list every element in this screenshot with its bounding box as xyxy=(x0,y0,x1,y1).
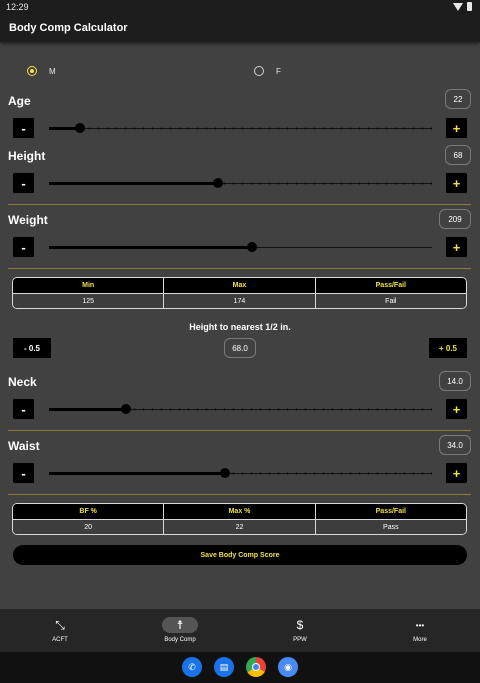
table-row xyxy=(13,293,466,308)
waist-label: Waist xyxy=(8,439,40,453)
age-plus-button[interactable]: + xyxy=(446,118,467,138)
nav-label-more: More xyxy=(413,637,427,643)
weight-slider-thumb[interactable] xyxy=(247,242,257,252)
divider xyxy=(8,268,471,269)
wifi-icon xyxy=(453,3,463,11)
status-icons xyxy=(453,2,472,11)
height-slider[interactable] xyxy=(49,183,432,184)
neck-plus-button[interactable]: + xyxy=(446,399,467,419)
height-value: 68 xyxy=(445,145,471,165)
waist-slider[interactable] xyxy=(49,473,432,474)
table-header-pass-fail: Pass/Fail xyxy=(315,504,466,519)
age-label: Age xyxy=(8,94,31,108)
weight-minus-button[interactable]: - xyxy=(13,237,34,257)
table-header-max-pct: Max % xyxy=(163,504,314,519)
height-slider-thumb[interactable] xyxy=(213,178,223,188)
age-minus-button[interactable]: - xyxy=(13,118,34,138)
radio-female[interactable] xyxy=(254,66,281,76)
neck-label: Neck xyxy=(8,375,37,389)
table-header-pass-fail: Pass/Fail xyxy=(315,278,466,293)
nav-item-body-comp[interactable] xyxy=(130,609,230,652)
table-header-row xyxy=(13,278,466,293)
system-dock xyxy=(0,652,480,683)
age-slider[interactable] xyxy=(49,128,432,129)
weight-slider[interactable] xyxy=(49,247,432,248)
table-header-min: Min xyxy=(82,282,95,289)
neck-value: 14.0 xyxy=(439,371,471,391)
plus-half-inch-button[interactable]: + 0.5 xyxy=(429,338,467,358)
app-title: Body Comp Calculator xyxy=(9,22,128,34)
age-slider-ticks xyxy=(49,127,432,130)
weight-plus-button[interactable]: + xyxy=(446,237,467,257)
battery-icon xyxy=(467,2,472,11)
radio-male-indicator[interactable] xyxy=(27,66,37,76)
waist-slider-thumb[interactable] xyxy=(220,468,230,478)
waist-slider-fill xyxy=(49,472,225,475)
table-header-row xyxy=(13,504,466,519)
nav-label-acft: ACFT xyxy=(52,637,68,643)
nav-label-body-comp: Body Comp xyxy=(164,637,196,643)
age-slider-thumb[interactable] xyxy=(75,123,85,133)
neck-minus-button[interactable]: - xyxy=(13,399,34,419)
weight-table xyxy=(12,277,467,309)
status-time: 12:29 xyxy=(6,2,29,12)
waist-plus-button[interactable]: + xyxy=(446,463,467,483)
chrome-icon[interactable] xyxy=(246,657,266,677)
neck-slider-thumb[interactable] xyxy=(121,404,131,414)
divider xyxy=(8,430,471,431)
expand-arrows-icon: ⤡ xyxy=(55,617,65,632)
table-row xyxy=(13,519,466,534)
half-inch-value: 68.0 xyxy=(224,338,256,358)
weight-min-value: 125 xyxy=(82,297,94,305)
radio-female-indicator[interactable] xyxy=(254,66,264,76)
phone-icon[interactable]: ✆ xyxy=(182,657,202,677)
height-minus-button[interactable]: - xyxy=(13,173,34,193)
divider xyxy=(8,204,471,205)
bottom-navigation xyxy=(0,609,480,652)
radio-female-label: F xyxy=(276,66,281,76)
more-dots-icon: ••• xyxy=(415,620,425,630)
nav-item-ppw[interactable] xyxy=(250,609,350,652)
table-header-bf: BF % xyxy=(79,508,97,515)
height-label: Height xyxy=(8,149,46,163)
nav-item-more[interactable] xyxy=(370,609,470,652)
app-bar xyxy=(0,14,480,42)
age-value: 22 xyxy=(445,89,471,109)
bf-value: 20 xyxy=(84,523,93,531)
half-inch-title: Height to nearest 1/2 in. xyxy=(189,322,291,332)
dollar-icon: $ xyxy=(296,618,304,632)
minus-half-inch-button[interactable]: - 0.5 xyxy=(13,338,51,358)
neck-slider[interactable] xyxy=(49,409,432,410)
radio-male[interactable] xyxy=(27,66,56,76)
waist-minus-button[interactable]: - xyxy=(13,463,34,483)
waist-value: 34.0 xyxy=(439,435,471,455)
neck-slider-fill xyxy=(49,408,126,411)
height-plus-button[interactable]: + xyxy=(446,173,467,193)
weight-slider-fill xyxy=(49,246,252,249)
body-fat-table xyxy=(12,503,467,535)
radio-male-label: M xyxy=(49,66,56,76)
height-slider-fill xyxy=(49,182,218,185)
camera-icon[interactable]: ◉ xyxy=(278,657,298,677)
body-figure-icon: ☨ xyxy=(162,617,198,633)
bf-pass-fail-value: Pass xyxy=(315,520,466,534)
table-header-max: Max xyxy=(163,278,314,293)
weight-label: Weight xyxy=(8,213,48,227)
max-pct-value: 22 xyxy=(163,520,314,534)
status-bar xyxy=(0,0,480,14)
weight-value: 209 xyxy=(439,209,471,229)
weight-max-value: 174 xyxy=(163,294,314,308)
nav-item-acft[interactable] xyxy=(10,609,110,652)
weight-pass-fail-value: Fail xyxy=(315,294,466,308)
divider xyxy=(8,494,471,495)
messages-icon[interactable]: ▤ xyxy=(214,657,234,677)
save-body-comp-button[interactable]: Save Body Comp Score xyxy=(13,545,467,565)
nav-label-ppw: PPW xyxy=(293,637,307,643)
